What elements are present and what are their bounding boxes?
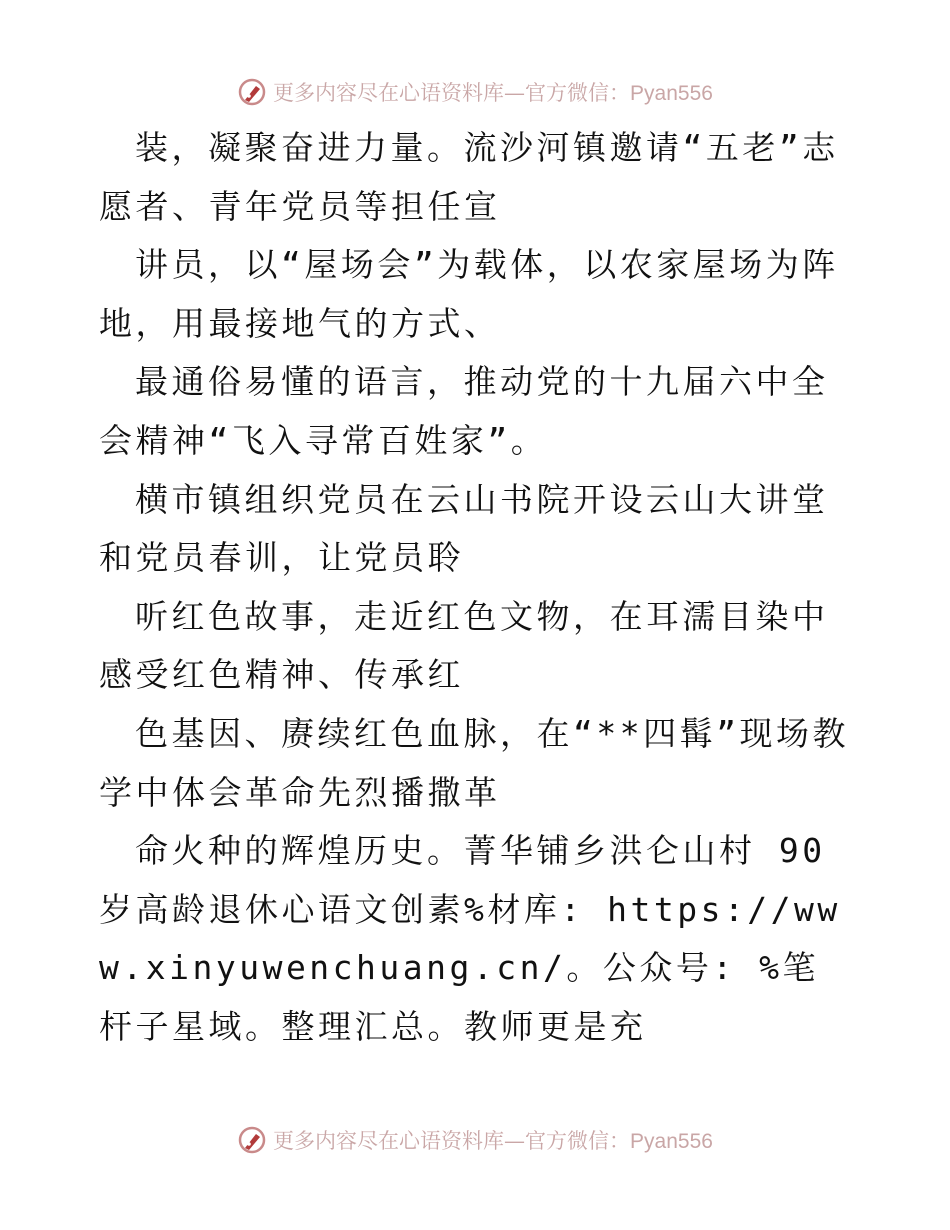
header-wechat-id: Pyan556 (630, 82, 713, 105)
header-banner (0, 72, 950, 112)
paragraph: 装，凝聚奋进力量。流沙河镇邀请“五老”志愿者、青年党员等担任宣 (99, 128, 839, 226)
footer-brand-label (273, 1125, 713, 1155)
pen-nib-logo-icon (237, 77, 267, 107)
footer-banner (0, 1120, 950, 1160)
header-brand-label (273, 77, 713, 107)
paragraph: 命火种的辉煌历史。菁华铺乡洪仑山村 90 岁高龄退休心语文创素%材库: https://www.xinyuwenchuang.cn/。公众号: %笔杆子星域。整理汇总。教师更是充 (99, 831, 841, 1046)
footer-brand-text: 更多内容尽在心语资料库—官方微信： (273, 1129, 631, 1153)
paragraph: 色基因、赓续红色血脉，在“**四髯”现场教学中体会革命先烈播撒革 (99, 713, 849, 812)
footer-wechat-id: Pyan556 (630, 1130, 713, 1153)
body-text (99, 119, 851, 1057)
pen-nib-logo-icon (237, 1125, 267, 1155)
paragraph: 听红色故事，走近红色文物，在耳濡目染中感受红色精神、传承红 (99, 596, 829, 695)
paragraph: 横市镇组织党员在云山书院开设云山大讲堂和党员春训，让党员聆 (99, 479, 829, 578)
paragraph: 最通俗易懂的语言，推动党的十九届六中全会精神“飞入寻常百姓家”。 (99, 362, 829, 460)
paragraph: 讲员，以“屋场会”为载体，以农家屋场为阵地，用最接地气的方式、 (99, 245, 839, 343)
header-brand-text: 更多内容尽在心语资料库—官方微信： (273, 81, 631, 105)
